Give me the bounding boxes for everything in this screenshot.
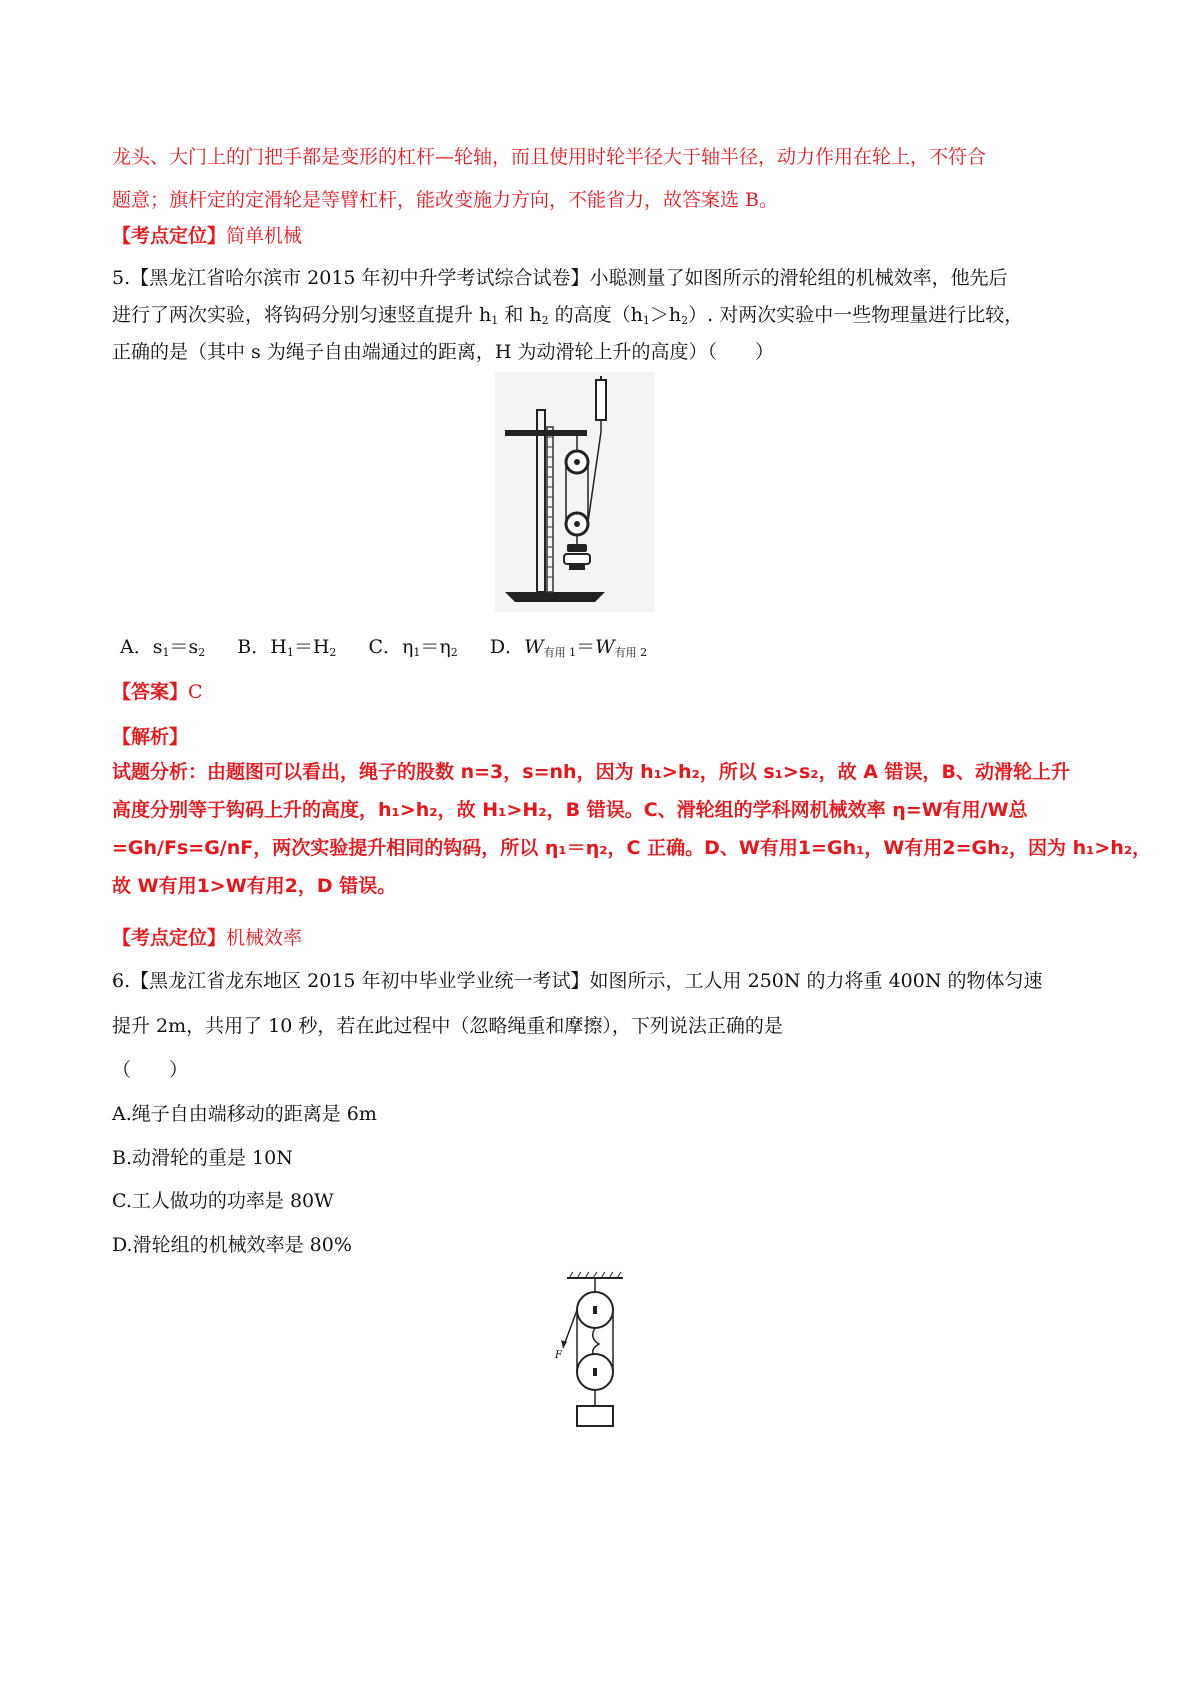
q5-option-c[interactable]: C．$\eta_1=\eta_2$: [368, 636, 458, 659]
analysis-line-3: =Gh/Fs=G/nF，两次实验提升相同的钩码，所以 η₁＝η₂，C 正确。D、W有用1=Gh₁，W有用2=Gh₂，因为 h₁>h₂，: [112, 837, 1152, 859]
q5-kaodian: [112, 923, 302, 950]
q6-option-b[interactable]: B.动滑轮的重是 10N: [112, 1147, 293, 1169]
q5-pulley-stand-figure: [495, 372, 655, 612]
q5-stem-line-2: 进行了两次实验，将钩码分别匀速竖直提升 $h_1$ 和 $h_2$ 的高度$(h_1>h_2)$. 对两次实验中一些物理量进行比较，: [112, 304, 1024, 327]
load-block: [577, 1406, 613, 1426]
q5-options: [120, 632, 647, 660]
force-label: F: [555, 1350, 562, 1361]
q5-stem-seg-a: 进行了两次实验，将钩码分别匀速竖直提升 h: [112, 304, 492, 326]
q6-option-a[interactable]: A.绳子自由端移动的距离是 6m: [112, 1103, 377, 1125]
q5-stem-line-1: 5.【黑龙江省哈尔滨市 2015 年初中升学考试综合试卷】小聪测量了如图所示的滑轮组的机械效率，他先后: [112, 267, 1008, 289]
analysis-label: 【解析】: [112, 726, 189, 748]
q6-stem-line-1: 6.【黑龙江省龙东地区 2015 年初中毕业学业统一考试】如图所示，工人用 250N 的力将重 400N 的物体匀速: [112, 970, 1043, 992]
prev-analysis-line-2: 题意；旗杆定的定滑轮是等臂杠杆，能改变施力方向，不能省力，故答案选 B。: [112, 189, 779, 211]
spring-scale: [596, 380, 606, 420]
q5-stem-seg-c: 的高度（h: [548, 304, 643, 326]
q5-stem-seg-d: ＞h: [649, 304, 682, 326]
q6-stem-line-2: 提升 2m，共用了 10 秒，若在此过程中（忽略绳重和摩擦），下列说法正确的是: [112, 1015, 783, 1037]
answer-value: C: [188, 681, 203, 703]
q5-stem-seg-e: ）. 对两次实验中一些物理量进行比较，: [688, 304, 1024, 326]
kaodian-value-2: 机械效率: [226, 927, 303, 949]
analysis-line-1: 试题分析：由题图可以看出，绳子的股数 n=3，s=nh，因为 h₁>h₂，所以 s₁>s₂，故 A 错误，B、动滑轮上升: [112, 761, 1071, 783]
q5-option-b[interactable]: B．$H_1=H_2$: [237, 636, 337, 659]
kaodian-value: 简单机械: [226, 225, 303, 247]
q5-stem-seg-b: 和 h: [498, 304, 542, 326]
analysis-line-2: 高度分别等于钩码上升的高度，h₁>h₂，故 H₁>H₂，B 错误。C、滑轮组的学科网机械效率 η=W有用/W总: [112, 799, 1028, 821]
kaodian-label-2: 【考点定位】: [112, 927, 227, 949]
stand-base: [505, 592, 605, 602]
q6-option-d[interactable]: D.滑轮组的机械效率是 80%: [112, 1234, 352, 1256]
q5-stem-line-3: 正确的是（其中 s 为绳子自由端通过的距离，H 为动滑轮上升的高度）（ ）: [112, 341, 774, 363]
kaodian-label: 【考点定位】: [112, 225, 227, 247]
hook-weight-2: [564, 554, 590, 564]
hook-weight-1: [567, 544, 587, 552]
answer-label: 【答案】: [112, 681, 189, 703]
q6-paren: （ ）: [112, 1059, 189, 1081]
q5-option-a[interactable]: A．$s_1=s_2$: [120, 636, 206, 659]
q5-answer: [112, 677, 203, 704]
q6-option-c[interactable]: C.工人做功的功率是 80W: [112, 1190, 334, 1212]
prev-analysis-line-1: 龙头、大门上的门把手都是变形的杠杆—轮轴，而且使用时轮半径大于轴半径，动力作用在轮上，不符合: [112, 146, 987, 168]
prev-kaodian: [112, 221, 302, 248]
q6-pulley-figure: [555, 1270, 635, 1440]
analysis-line-4: 故 W有用1>W有用2，D 错误。: [112, 875, 397, 897]
crossbar: [505, 430, 587, 436]
q5-option-d[interactable]: D．$W_{有用 1}=W_{有用 2}$: [489, 636, 648, 659]
